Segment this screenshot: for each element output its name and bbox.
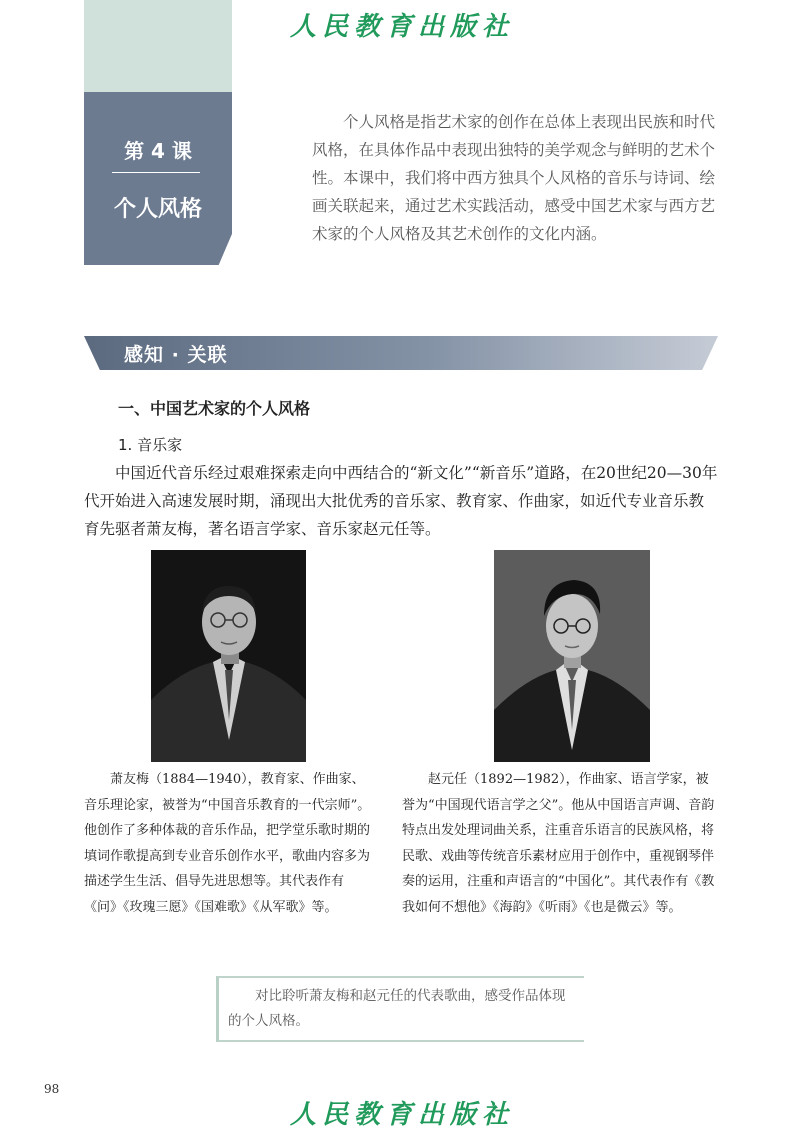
header-publisher: 人民教育出版社: [290, 12, 515, 42]
lesson-tab-top: [84, 0, 232, 92]
page-number: 98: [44, 1082, 60, 1096]
lesson-number: 第 4 课: [124, 139, 192, 163]
heading-2: 1. 音乐家: [118, 436, 183, 454]
intro-paragraph: 个人风格是指艺术家的创作在总体上表现出民族和时代风格，在具体作品中表现出独特的美学观念与鲜明的艺术个性。本课中，我们将中西方独具个人风格的音乐与诗词、绘画关联起来，通过艺术实践活动，感受中国艺术家与西方艺术家的个人风格及其艺术创作的文化内涵。: [312, 113, 716, 243]
photo-caption-xiao-youmei: 萧友梅（1884—1940），教育家、作曲家、音乐理论家，被誉为“中国音乐教育的一代宗师”。他创作了多种体裁的音乐作品，把学堂乐歌时期的填词作歌提高到专业音乐创作水平，歌曲内容多为描述学生生活、倡导先进思想等。其代表作有《问》《玫瑰三愿》《国难歌》《从军歌》等。: [84, 772, 371, 915]
photo-caption-zhao-yuanren: 赵元任（1892—1982），作曲家、语言学家，被誉为“中国现代语言学之父”。他从中国语言声调、音韵特点出发处理词曲关系，注重音乐语言的民族风格，将民歌、戏曲等传统音乐素材应用于创作中，重视钢琴伴奏的运用，注重和声语言的“中国化”。其代表作有《教我如何不想他》《海韵》《听雨》《也是微云》等。: [402, 772, 715, 915]
footer-publisher: 人民教育出版社: [290, 1100, 515, 1130]
lesson-tab-divider: [112, 172, 200, 173]
section-banner-title: 感知 · 关联: [124, 344, 228, 366]
lesson-tab: [84, 92, 232, 265]
activity-text: 对比聆听萧友梅和赵元任的代表歌曲，感受作品体现的个人风格。: [228, 988, 566, 1029]
body-paragraph: 中国近代音乐经过艰难探索走向中西结合的“新文化”“新音乐”道路，在20世纪20—30年代开始进入高速发展时期，涌现出大批优秀的音乐家、教育家、作曲家，如近代专业音乐教育先驱者萧友梅，著名语言学家、音乐家赵元任等。: [84, 464, 718, 538]
portrait-photo-xiao-youmei: [151, 550, 306, 762]
lesson-title: 个人风格: [113, 197, 202, 222]
portrait-photo-zhao-yuanren: [494, 550, 650, 762]
heading-1: 一、中国艺术家的个人风格: [118, 399, 311, 418]
